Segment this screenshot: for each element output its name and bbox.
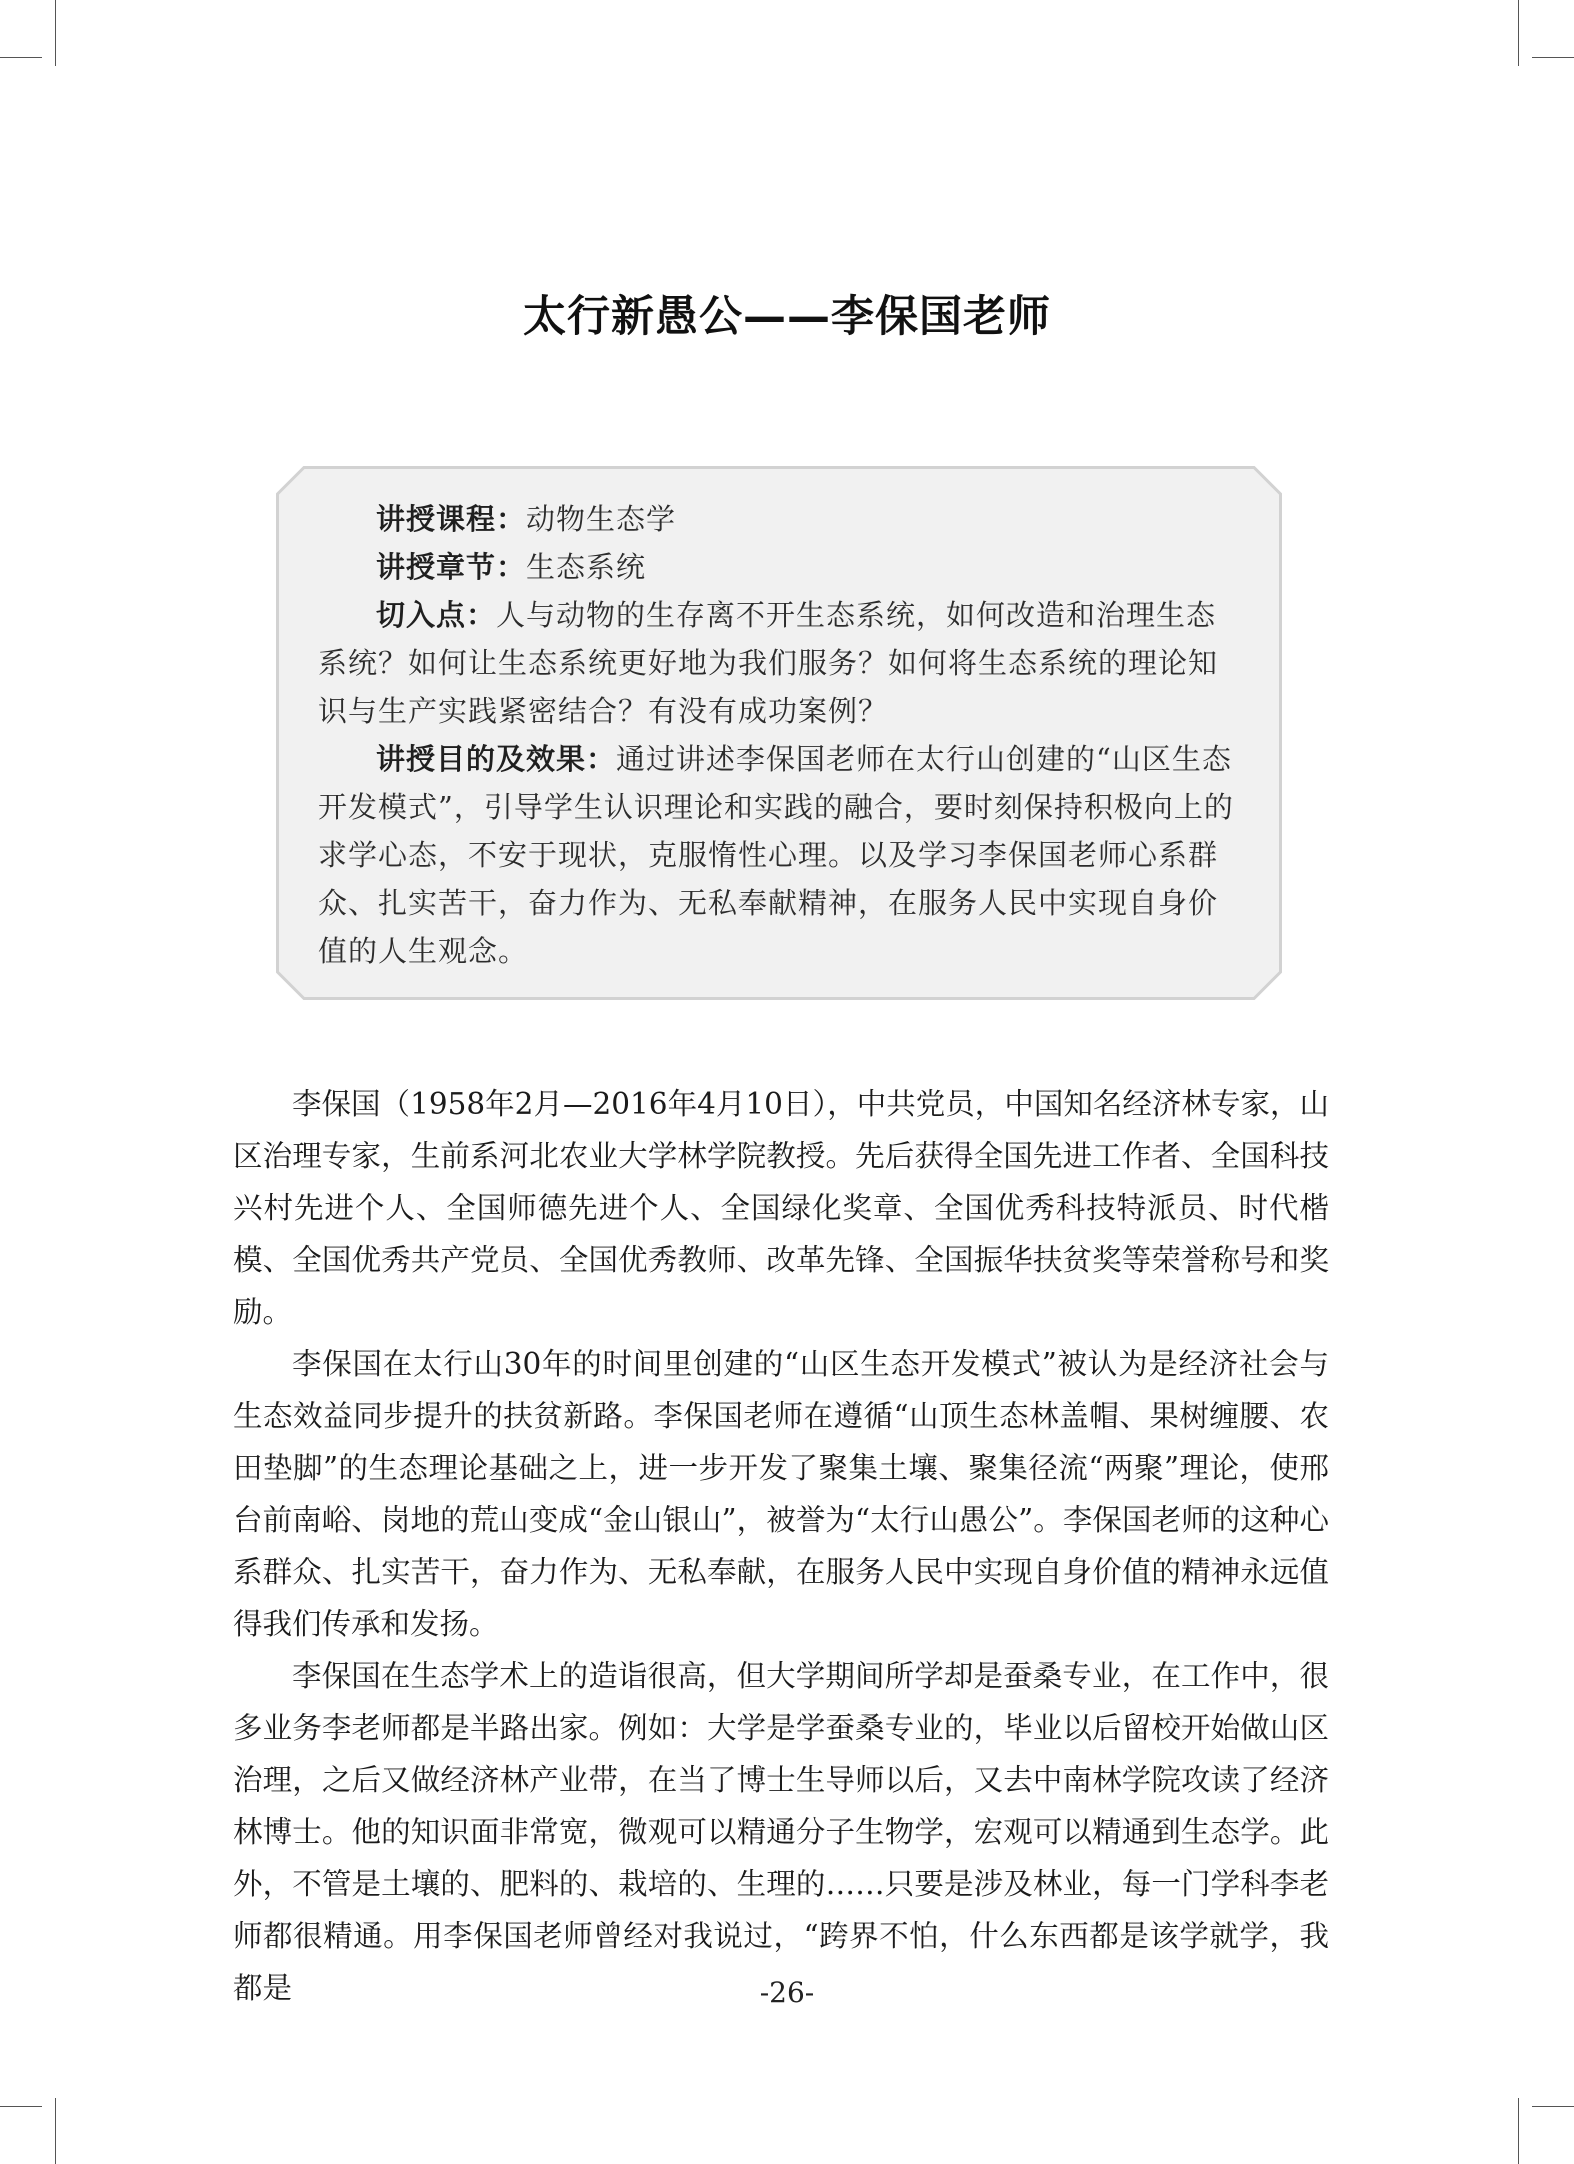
entry-point — [318, 591, 1240, 735]
entry-label: 切入点： — [376, 598, 497, 632]
body-text — [233, 1078, 1329, 2014]
chapter-label: 讲授章节： — [376, 550, 527, 584]
course-value: 动物生态学 — [526, 502, 677, 536]
teaching-goal — [318, 735, 1240, 975]
chapter-line — [318, 543, 1240, 591]
crop-mark-top-right-h — [1532, 57, 1574, 58]
page-title: 太行新愚公——李保国老师 — [523, 292, 1051, 342]
crop-mark-bottom-right-h — [1532, 2106, 1574, 2107]
paragraph: 李保国在太行山30年的时间里创建的“山区生态开发模式”被认为是经济社会与生态效益同步提升的扶贫新路。李保国老师在遵循“山顶生态林盖帽、果树缠腰、农田垫脚”的生态理论基础之上，进一步开发了聚集土壤、聚集径流“两聚”理论，使邢台前南峪、岗地的荒山变成“金山银山”，被誉为“太行山愚公”。李保国老师的这种心系群众、扎实苦干，奋力作为、无私奉献，在服务人民中实现自身价值的精神永远值得我们传承和发扬。 — [233, 1347, 1329, 1641]
paragraph: 李保国在生态学术上的造诣很高，但大学期间所学却是蚕桑专业，在工作中，很多业务李老师都是半路出家。例如：大学是学蚕桑专业的，毕业以后留校开始做山区治理，之后又做经济林产业带，在当了博士生导师以后，又去中南林学院攻读了经济林博士。他的知识面非常宽，微观可以精通分子生物学，宏观可以精通到生态学。此外，不管是土壤的、肥料的、栽培的、生理的……只要是涉及林业，每一门学科李老师都很精通。用李保国老师曾经对我说过，“跨界不怕，什么东西都是该学就学，我都是 — [233, 1659, 1329, 2005]
crop-mark-bottom-left-h — [0, 2106, 42, 2107]
crop-mark-bottom-right — [1518, 2098, 1519, 2164]
entry-value: 人与动物的生存离不开生态系统，如何改造和治理生态系统？如何让生态系统更好地为我们服务？如何将生态系统的理论知识与生产实践紧密结合？有没有成功案例？ — [318, 598, 1219, 728]
crop-mark-top-right — [1518, 0, 1519, 66]
course-line — [318, 495, 1240, 543]
course-label: 讲授课程： — [376, 502, 527, 536]
crop-mark-bottom-left — [55, 2098, 56, 2164]
intro-box — [318, 495, 1240, 975]
goal-value: 通过讲述李保国老师在太行山创建的“山区生态开发模式”，引导学生认识理论和实践的融合，要时刻保持积极向上的求学心态，不安于现状，克服惰性心理。以及学习李保国老师心系群众、扎实苦干，奋力作为、无私奉献精神，在服务人民中实现自身价值的人生观念。 — [318, 742, 1234, 968]
paragraph: 李保国（1958年2月—2016年4月10日），中共党员，中国知名经济林专家，山区治理专家，生前系河北农业大学林学院教授。先后获得全国先进工作者、全国科技兴村先进个人、全国师德先进个人、全国绿化奖章、全国优秀科技特派员、时代楷模、全国优秀共产党员、全国优秀教师、改革先锋、全国振华扶贫奖等荣誉称号和奖励。 — [233, 1087, 1329, 1329]
page-number: -26- — [759, 1976, 815, 2009]
chapter-value: 生态系统 — [526, 550, 647, 584]
crop-mark-top-left — [55, 0, 56, 66]
crop-mark-top-left-h — [0, 57, 42, 58]
goal-label: 讲授目的及效果： — [376, 742, 617, 776]
